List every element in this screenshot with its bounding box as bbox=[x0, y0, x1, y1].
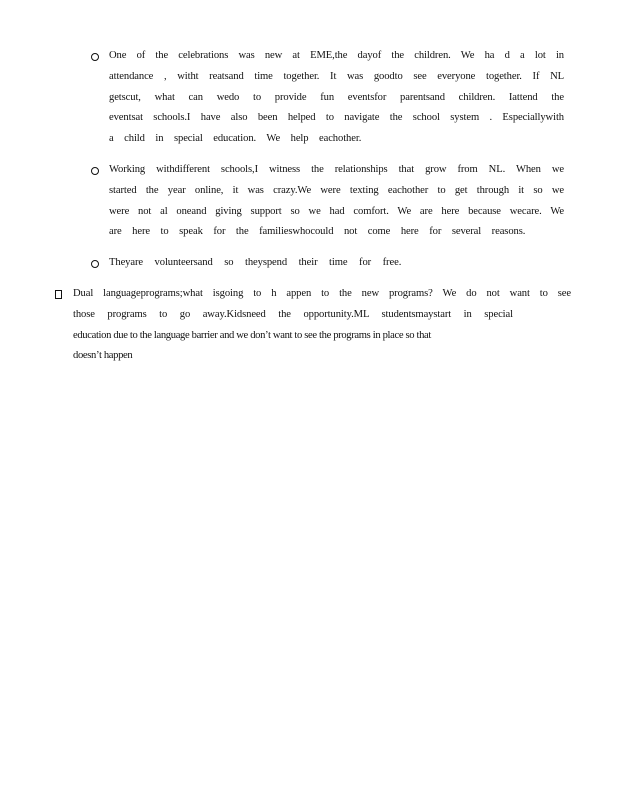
text-line: a child in special education. We help eachother. bbox=[109, 133, 362, 145]
sub-list-item bbox=[109, 160, 564, 243]
text-line: were not al oneand giving support so we had comfort. We are here because wecare. We bbox=[109, 205, 564, 217]
text-line: education due to the language barrier and we don’t want to see the programs in place so that bbox=[73, 329, 431, 341]
text-line: getscut, what can wedo to provide fun eventsfor parentsand children. Iattend the bbox=[109, 91, 564, 103]
square-bullet-icon bbox=[55, 290, 62, 299]
text-line: eventsat schools.I have also been helped to navigate the school system . Especiallywith bbox=[109, 112, 564, 124]
text-line: attendance , witht reatsand time together. It was goodto see everyone together. If NL bbox=[109, 70, 564, 82]
text-line: Dual languageprograms;what isgoing to h appen to the new programs? We do not want to see bbox=[73, 288, 571, 299]
text-line: started the year online, it was crazy.We were texting eachother to get through it so we bbox=[109, 184, 564, 196]
sub-list-item bbox=[109, 46, 564, 150]
hollow-circle-bullet-icon bbox=[91, 167, 99, 175]
text-line: those programs to go away.Kidsneed the opportunity.ML studentsmaystart in special bbox=[73, 308, 513, 320]
hollow-circle-bullet-icon bbox=[91, 260, 99, 268]
text-line: Working withdifferent schools,I witness the relationships that grow from NL. When we bbox=[109, 164, 564, 175]
text-line: One of the celebrations was new at EME,the dayof the children. We ha d a lot in bbox=[109, 50, 564, 61]
text-line: Theyare volunteersand so theyspend their time for free. bbox=[109, 257, 402, 268]
text-line: are here to speak for the familieswhocould not come here for several reasons. bbox=[109, 226, 526, 238]
text-line: doesn’t happen bbox=[73, 350, 133, 362]
hollow-circle-bullet-icon bbox=[91, 53, 99, 61]
main-list-item bbox=[73, 284, 571, 367]
sub-list-item bbox=[109, 253, 564, 274]
